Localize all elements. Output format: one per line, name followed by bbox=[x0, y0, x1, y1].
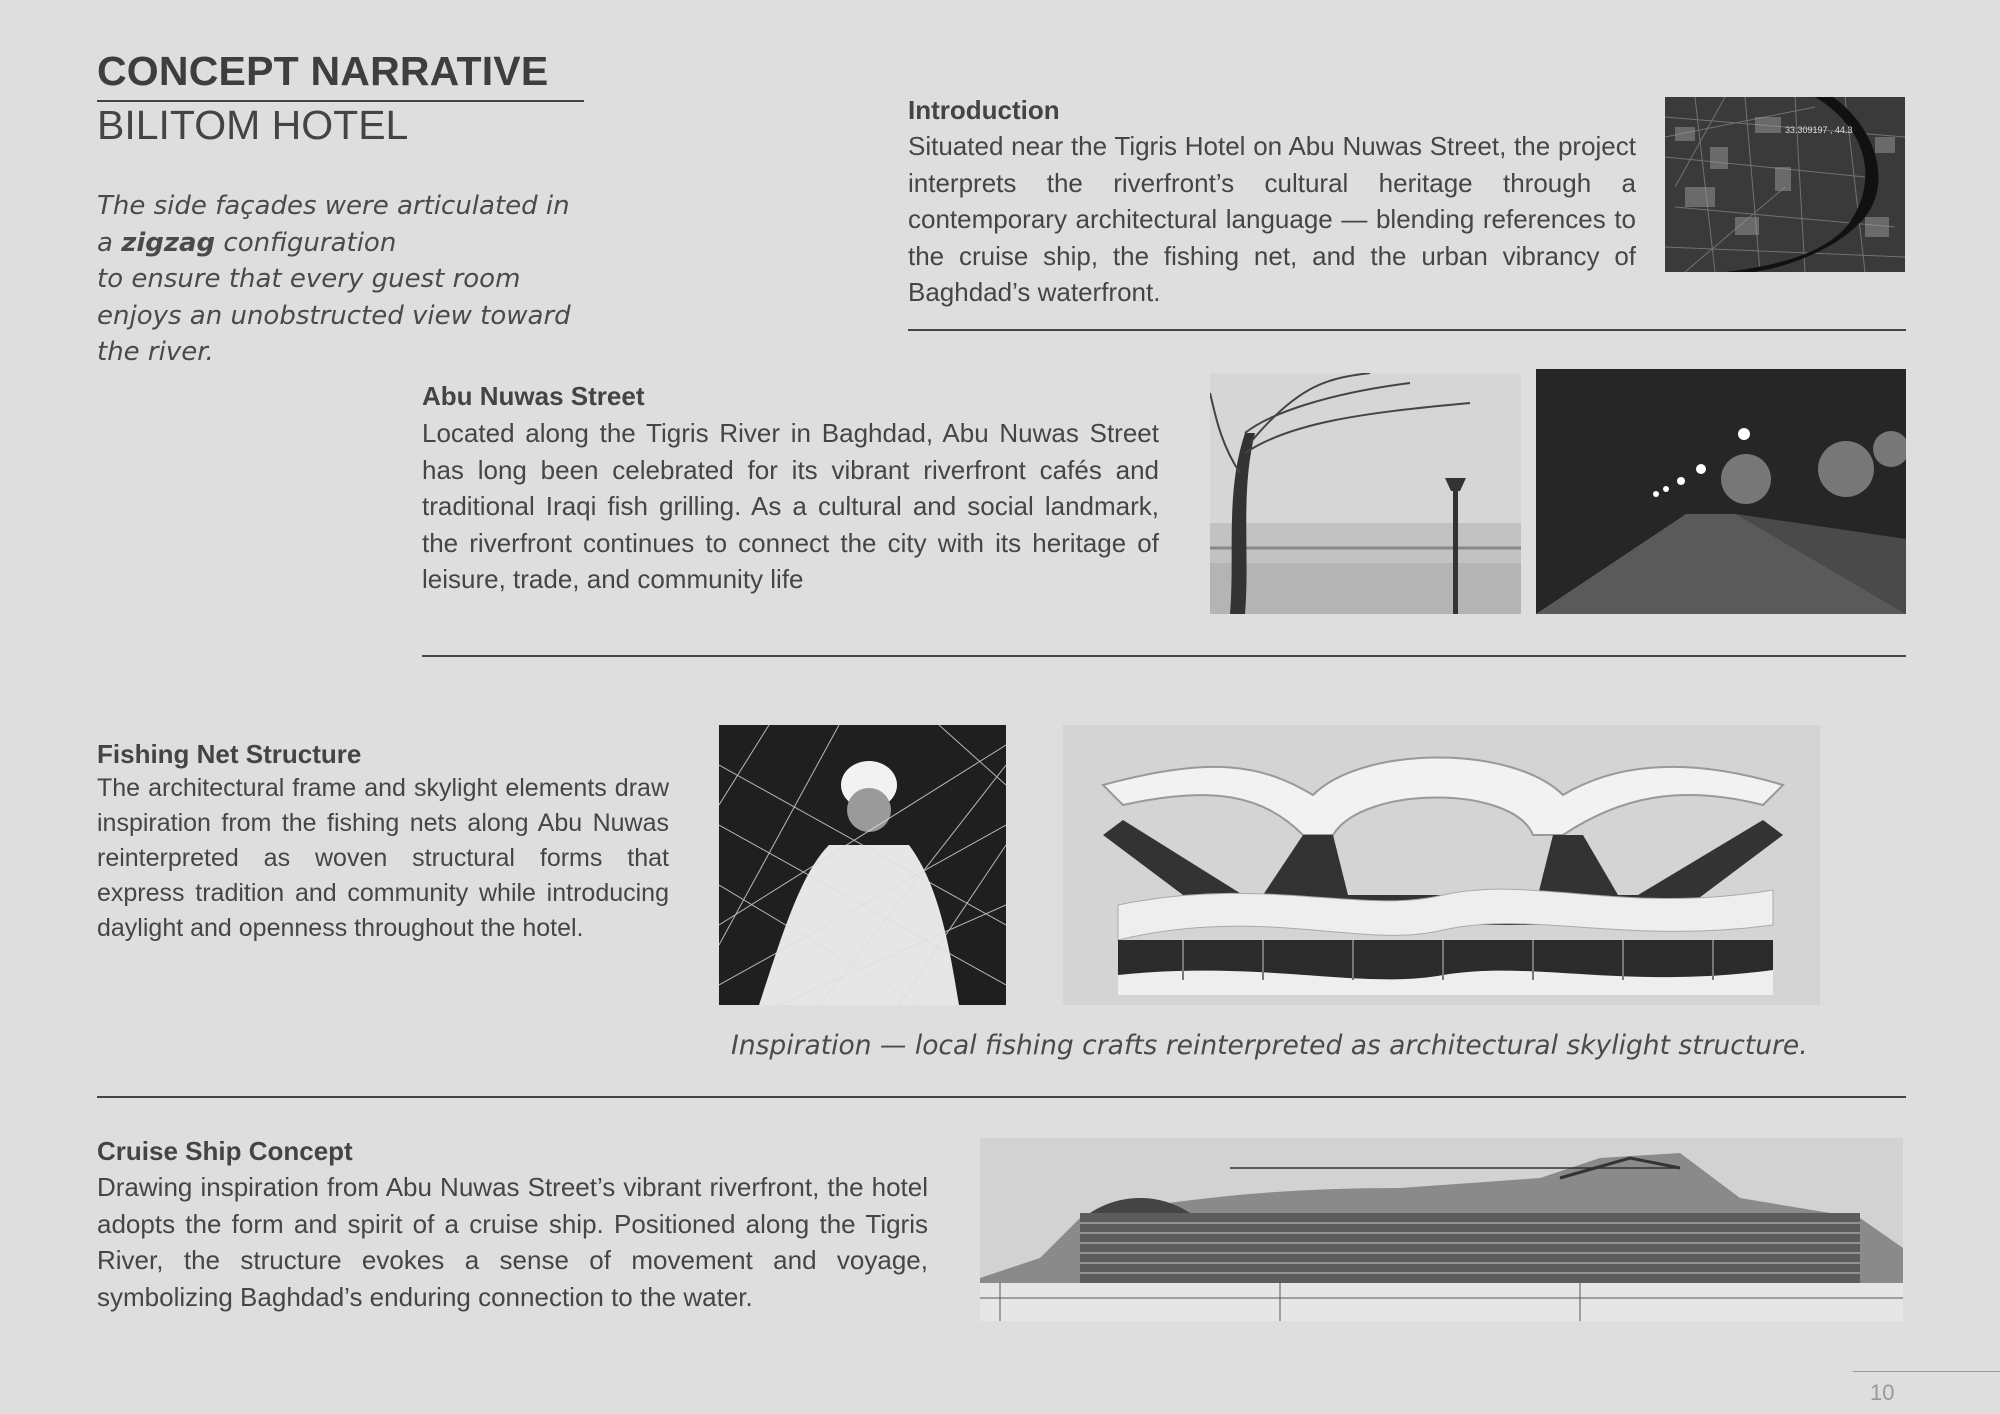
fishing-net-heading: Fishing Net Structure bbox=[97, 739, 362, 769]
project-subtitle: BILITOM HOTEL bbox=[97, 102, 409, 148]
abu-nuwas-text: Located along the Tigris River in Baghdad, Abu Nuwas Street has long been celebrated for its vibrant riverfront cafés and traditional Iraqi fish grilling. As a cultural and social landmark, the riverfront continues to connect the city with its heritage of leisure, trade, and community life bbox=[422, 418, 1159, 594]
map-coordinates: 33.309197 , 44.3 bbox=[1785, 125, 1853, 135]
page-number: 10 bbox=[1870, 1380, 1895, 1405]
quote-line: The side façades were articulated in bbox=[97, 191, 570, 221]
riverfront-night-photo bbox=[1536, 369, 1906, 614]
abu-nuwas-heading: Abu Nuwas Street bbox=[422, 381, 645, 411]
cruise-ship-heading: Cruise Ship Concept bbox=[97, 1136, 353, 1166]
aerial-map-image bbox=[1665, 97, 1905, 272]
quote-line: enjoys an unobstructed view toward bbox=[97, 300, 571, 331]
footer-rule bbox=[1853, 1371, 2000, 1372]
quote-line: to ensure that every guest room bbox=[97, 264, 521, 294]
skylight-structure-photo bbox=[1063, 725, 1820, 1005]
introduction-text: Situated near the Tigris Hotel on Abu Nuwas Street, the project interprets the riverfront’s cultural heritage through a contemporary architectural language — blending references to the cruise ship, the fishing net, and the urban vibrancy of Baghdad’s waterfront. bbox=[908, 131, 1636, 307]
cruise-ship-text: Drawing inspiration from Abu Nuwas Street’s vibrant riverfront, the hotel adopts the form and spirit of a cruise ship. Positioned along the Tigris River, the structure evokes a sense of movement and voyage, symbolizing Baghdad’s enduring connection to the water. bbox=[97, 1172, 928, 1312]
quote-emphasis: zigzag bbox=[121, 227, 216, 258]
page-title: CONCEPT NARRATIVE bbox=[97, 48, 549, 94]
fishing-net-caption: Inspiration — local fishing crafts reinterpreted as architectural skylight structure. bbox=[731, 1030, 1808, 1061]
fishing-net-text: The architectural frame and skylight elements draw inspiration from the fishing nets along Abu Nuwas reinterpreted as woven structural forms that express tradition and community while introducing daylight and openness throughout the hotel. bbox=[97, 774, 669, 942]
section-divider bbox=[908, 329, 1906, 331]
riverfront-day-photo bbox=[1210, 373, 1521, 614]
quote-line: the river. bbox=[97, 337, 214, 367]
cruise-ship-drawing bbox=[980, 1138, 1903, 1321]
quote-line: a zigzag configuration bbox=[97, 227, 397, 258]
section-divider bbox=[422, 655, 1906, 657]
fisherman-net-photo bbox=[719, 725, 1006, 1005]
facade-quote bbox=[97, 188, 657, 371]
section-divider bbox=[97, 1096, 1906, 1098]
introduction-heading: Introduction bbox=[908, 95, 1060, 125]
